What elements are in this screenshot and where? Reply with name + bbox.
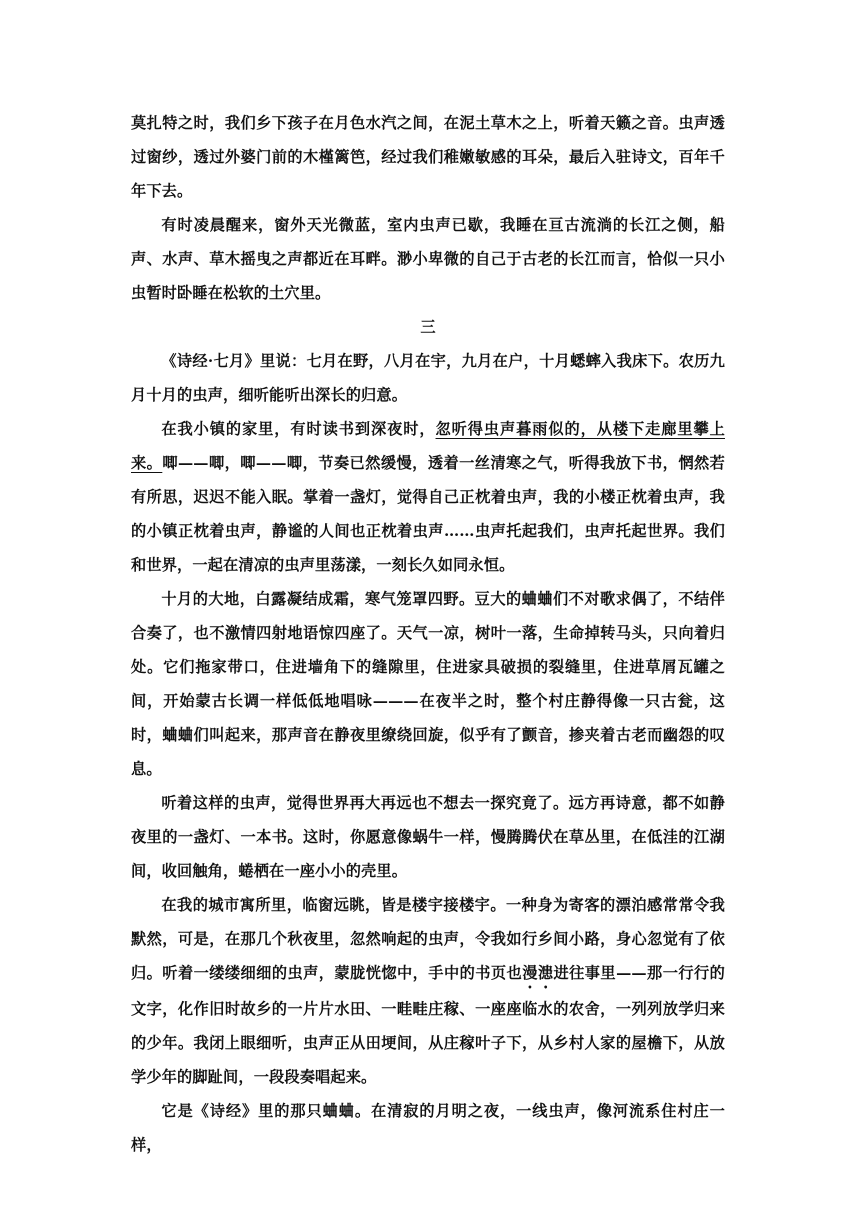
paragraph-cricket: 它是《诗经》里的那只蛐蛐。在清寂的月明之夜，一线虫声，像河流系住村庄一样， — [131, 1102, 725, 1154]
paragraph-text: 在我的城市寓所里，临窗远眺，皆是楼宇接楼宇。一种身为寄客的漂泊感常常令我默然，可是，在那几个秋夜里，忽然响起的虫声，令我如行乡间小路，身心忽觉有了依归。听着一缕缕细细的虫声，蒙胧恍惚中，手中的书页也 — [131, 896, 725, 982]
paragraph-text: 唧——唧，唧——唧，节奏已然缓慢，透着一丝清寒之气，听得我放下书，惘然若有所思，迟迟不能入眠。掌着一盏灯，觉得自己正枕着虫声，我的小楼正枕着虫声，我的小镇正枕着虫声，静谧的人间也正枕着虫声……虫声托起我们，虫声托起世界。我们和世界，一起在清凉的虫声里荡漾，一刻长久如同永恒。 — [131, 454, 725, 574]
paragraph-continuation: 莫扎特之时，我们乡下孩子在月色水汽之间，在泥土草木之上，听着天籁之音。虫声透过窗纱，透过外婆门前的木槿篱笆，经过我们稚嫩敏感的耳朵，最后入驻诗文，百年千年下去。 — [131, 114, 725, 200]
paragraph-city-residence — [131, 888, 725, 1094]
emphasized-word: 漫漶 — [522, 964, 554, 982]
paragraph-text: 在我小镇的家里，有时读书到深夜时， — [161, 420, 436, 438]
paragraph-text: 进往事里——那一行行的文字，化作旧时故乡的一片片水田、一畦畦庄稼、一座座临水的农舍，一列列放学归来的少年。我闭上眼细听，虫声正从田埂间，从庄稼叶子下，从乡村人家的屋檐下，从放学少年的脚趾间，一段段奏唱起来。 — [131, 964, 725, 1086]
paragraph-town-home — [131, 412, 725, 582]
paragraph-october: 十月的大地，白露凝结成霜，寒气笼罩四野。豆大的蛐蛐们不对歌求偶了，不结伴合奏了，也不激情四射地语惊四座了。天气一凉，树叶一落，生命掉转马头，只向着归处。它们拖家带口，住进墙角下的缝隙里，住进家具破损的裂缝里，住进草屑瓦罐之间，开始蒙古长调一样低低地唱咏———在夜半之时，整个村庄静得像一只古瓮，这时，蛐蛐们叫起来，那声音在静夜里缭绕回旋，似乎有了颤音，掺夹着古老而幽怨的叹息。 — [131, 590, 725, 778]
document-body — [131, 106, 725, 1162]
section-number: 三 — [420, 318, 436, 336]
paragraph-shijing: 《诗经·七月》里说：七月在野，八月在宇，九月在户，十月蟋蟀入我床下。农历九月十月的虫声，细听能听出深长的归意。 — [131, 352, 725, 404]
underlined-sentence: 忽听得虫声暮雨似的，从楼下走廊里攀上来。 — [131, 420, 725, 472]
paragraph-dawn: 有时凌晨醒来，窗外天光微蓝，室内虫声已歇，我睡在亘古流淌的长江之侧，船声、水声、草木摇曳之声都近在耳畔。渺小卑微的自己于古老的长江而言，恰似一只小虫暂时卧睡在松软的土穴里。 — [131, 216, 725, 302]
paragraph-listening: 听着这样的虫声，觉得世界再大再远也不想去一探究竟了。远方再诗意，都不如静夜里的一盏灯、一本书。这时，你愿意像蜗牛一样，慢腾腾伏在草丛里，在低洼的江湖间，收回触角，蜷栖在一座小小的壳里。 — [131, 794, 725, 880]
